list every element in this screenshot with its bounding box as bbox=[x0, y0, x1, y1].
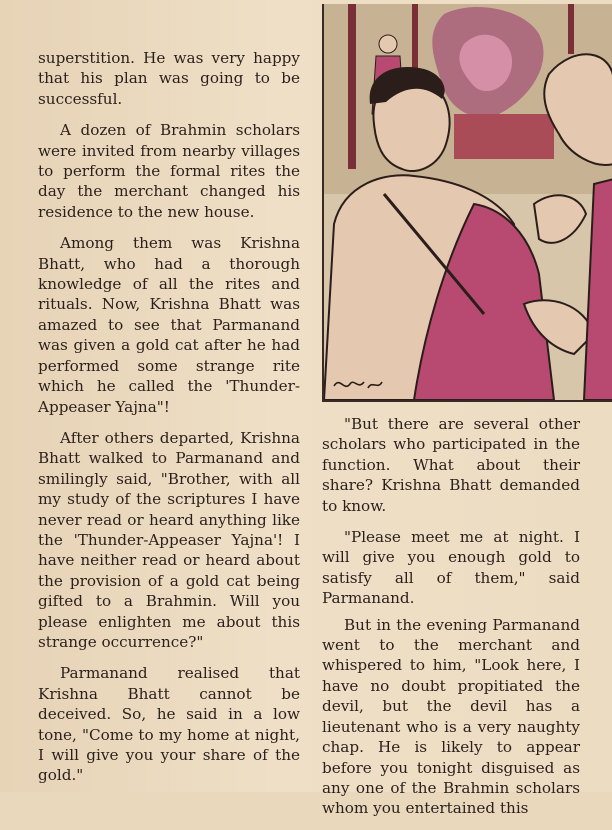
paragraph: After others departed, Krishna Bhatt walked to Parmanand and smilingly said, "Brother, with all my study of the scriptures I have never read or heard anything like the 'Thunder-Appeaser Yajna'! I have neither read or heard about the provision of a gold cat being gifted to a Brahmin. Will you please enlighten me about this strange occurrence?" bbox=[38, 428, 300, 651]
paragraph: "But there are several other scholars who participated in the function. What about their share? Krishna Bhatt demanded to know. bbox=[322, 415, 580, 515]
right-text-column bbox=[322, 414, 580, 830]
story-illustration bbox=[322, 4, 612, 402]
pillar bbox=[348, 4, 356, 169]
paragraph: Parmanand realised that Krishna Bhatt cannot be deceived. So, he said in a low tone, "Come to my home at night, I will give you your share of the gold." bbox=[38, 664, 300, 785]
brahmin-scene-illustration bbox=[324, 4, 612, 400]
left-text-column bbox=[38, 48, 300, 786]
paragraph: A dozen of Brahmin scholars were invited from nearby villages to perform the formal rites the day the merchant changed his residence to the new house. bbox=[38, 121, 300, 221]
paragraph: But in the evening Parmanand went to the merchant and whispered to him, "Look here, I have no doubt propitiated the devil, but the devil has a lieutenant who is a very naughty chap. He is likely to appear before you tonight disguised as any one of the Brahmin scholars whom you entertained this bbox=[322, 615, 580, 818]
pillar bbox=[568, 4, 574, 54]
paragraph: "Please meet me at night. I will give you enough gold to satisfy all of them," said Parmanand. bbox=[322, 528, 580, 608]
paragraph: Among them was Krishna Bhatt, who had a thorough knowledge of all the rites and rituals. Now, Krishna Bhatt was amazed to see that Parmanand was given a gold cat after he had performed some strange rite which he called the 'Thunder-Appeaser Yajna"! bbox=[38, 234, 300, 416]
altar bbox=[454, 114, 554, 159]
bg-figure-head bbox=[379, 35, 397, 53]
paragraph: superstition. He was very happy that his plan was going to be successful. bbox=[38, 49, 300, 108]
